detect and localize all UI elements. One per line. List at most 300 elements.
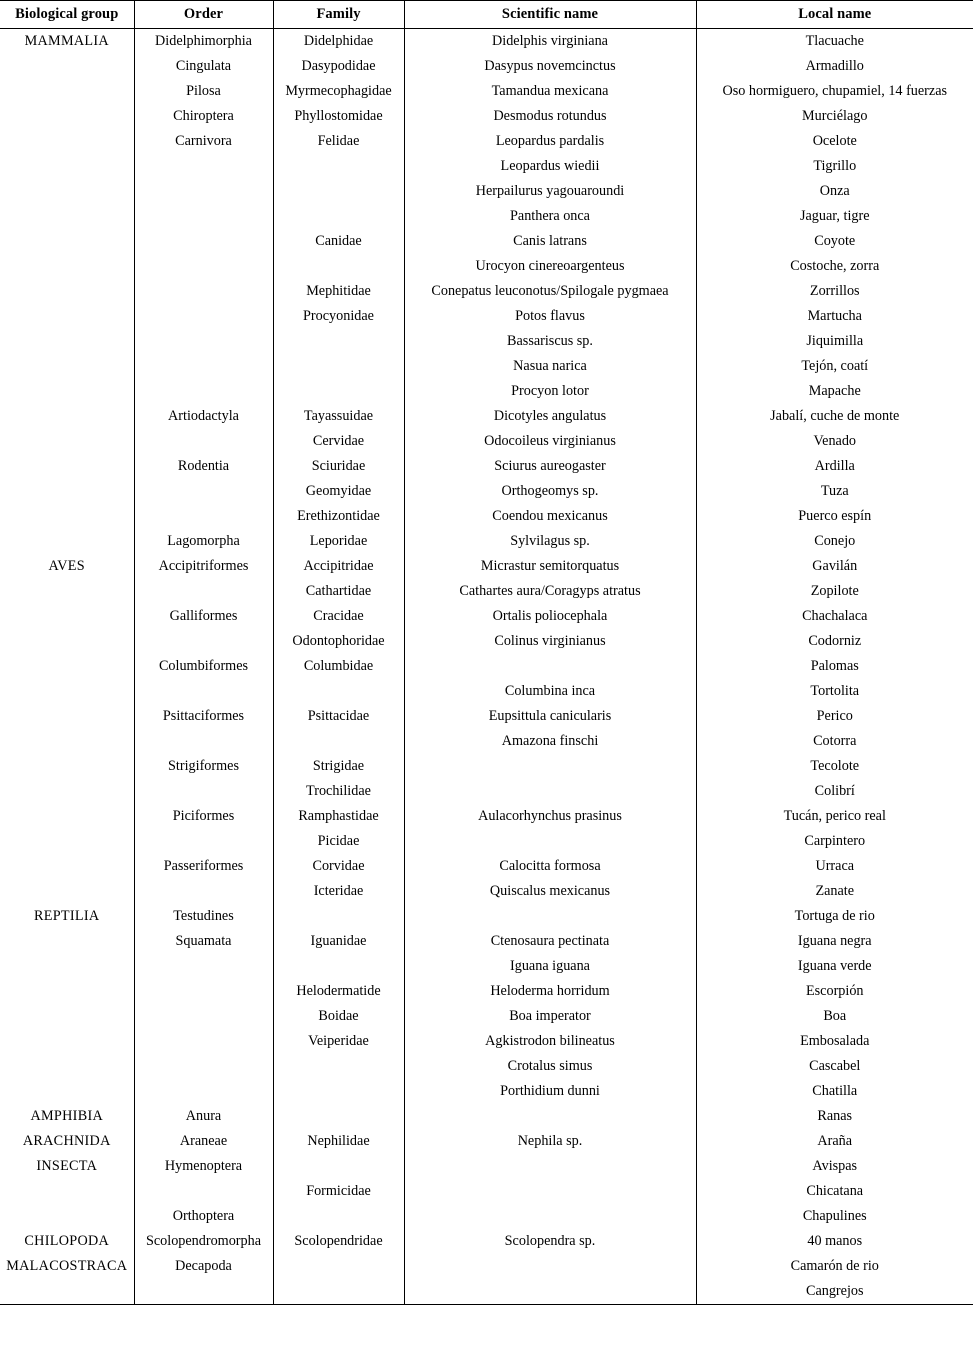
table-row [0, 754, 973, 779]
cell-family: Columbidae [273, 654, 404, 679]
cell-local_name: Jabalí, cuche de monte [696, 404, 973, 429]
cell-biological_group [0, 129, 134, 154]
cell-scientific_name: Micrastur semitorquatus [404, 554, 696, 579]
cell-order [134, 254, 273, 279]
cell-family [273, 1054, 404, 1079]
cell-order: Anura [134, 1104, 273, 1129]
cell-local_name: Coyote [696, 229, 973, 254]
table-row [0, 479, 973, 504]
cell-biological_group [0, 854, 134, 879]
cell-biological_group [0, 529, 134, 554]
cell-scientific_name: Iguana iguana [404, 954, 696, 979]
table-row [0, 54, 973, 79]
cell-scientific_name: Potos flavus [404, 304, 696, 329]
table-row [0, 554, 973, 579]
cell-family [273, 329, 404, 354]
cell-order [134, 979, 273, 1004]
cell-local_name: Armadillo [696, 54, 973, 79]
cell-local_name: Urraca [696, 854, 973, 879]
cell-family: Odontophoridae [273, 629, 404, 654]
cell-biological_group [0, 929, 134, 954]
cell-local_name: Codorniz [696, 629, 973, 654]
table-row [0, 329, 973, 354]
cell-biological_group [0, 454, 134, 479]
cell-scientific_name: Columbina inca [404, 679, 696, 704]
table-header [0, 1, 973, 29]
cell-family: Procyonidae [273, 304, 404, 329]
cell-biological_group [0, 679, 134, 704]
cell-biological_group [0, 729, 134, 754]
cell-local_name: Chapulines [696, 1204, 973, 1229]
cell-local_name: Tuza [696, 479, 973, 504]
cell-family: Tayassuidae [273, 404, 404, 429]
cell-family: Iguanidae [273, 929, 404, 954]
table-row [0, 729, 973, 754]
cell-biological_group [0, 829, 134, 854]
cell-family [273, 254, 404, 279]
cell-local_name: Tejón, coatí [696, 354, 973, 379]
cell-local_name: Camarón de rio [696, 1254, 973, 1279]
cell-scientific_name: Crotalus simus [404, 1054, 696, 1079]
table-row [0, 1004, 973, 1029]
cell-family: Mephitidae [273, 279, 404, 304]
cell-scientific_name [404, 1254, 696, 1279]
cell-order: Passeriformes [134, 854, 273, 879]
table-row [0, 1204, 973, 1229]
table-row [0, 804, 973, 829]
cell-family [273, 1104, 404, 1129]
cell-biological_group: AMPHIBIA [30, 1108, 104, 1124]
cell-family: Cathartidae [273, 579, 404, 604]
cell-family: Formicidae [273, 1179, 404, 1204]
cell-scientific_name: Bassariscus sp. [404, 329, 696, 354]
cell-biological_group: AVES [48, 558, 85, 574]
cell-biological_group [0, 1179, 134, 1204]
cell-order [134, 154, 273, 179]
table-row [0, 779, 973, 804]
cell-scientific_name: Tamandua mexicana [404, 79, 696, 104]
cell-order [134, 1279, 273, 1305]
cell-biological_group [0, 404, 134, 429]
cell-family: Nephilidae [273, 1129, 404, 1154]
cell-family: Trochilidae [273, 779, 404, 804]
table-row [0, 829, 973, 854]
cell-scientific_name: Sciurus aureogaster [404, 454, 696, 479]
cell-biological_group [0, 704, 134, 729]
table-row [0, 404, 973, 429]
column-header-biological-group: Biological group [0, 1, 134, 29]
cell-order [134, 354, 273, 379]
cell-scientific_name: Urocyon cinereoargenteus [404, 254, 696, 279]
cell-biological_group [0, 279, 134, 304]
cell-biological_group [0, 204, 134, 229]
cell-order: Decapoda [134, 1254, 273, 1279]
table-row [0, 354, 973, 379]
table-row [0, 29, 973, 55]
cell-family [273, 1154, 404, 1179]
cell-scientific_name: Leopardus pardalis [404, 129, 696, 154]
cell-local_name: Chatilla [696, 1079, 973, 1104]
table-row [0, 904, 973, 929]
column-header-scientific-name: Scientific name [404, 1, 696, 29]
cell-local_name: Jiquimilla [696, 329, 973, 354]
cell-local_name: Costoche, zorra [696, 254, 973, 279]
cell-family [273, 1204, 404, 1229]
cell-order: Pilosa [134, 79, 273, 104]
cell-local_name: Tigrillo [696, 154, 973, 179]
cell-biological_group: ARACHNIDA [22, 1133, 111, 1149]
table-row [0, 1104, 973, 1129]
table-row [0, 529, 973, 554]
cell-local_name: Martucha [696, 304, 973, 329]
cell-scientific_name: Nephila sp. [404, 1129, 696, 1154]
table-row [0, 679, 973, 704]
cell-order: Lagomorpha [134, 529, 273, 554]
table-row [0, 929, 973, 954]
table-row [0, 854, 973, 879]
cell-local_name: Gavilán [696, 554, 973, 579]
table-row [0, 629, 973, 654]
cell-local_name: Tecolote [696, 754, 973, 779]
cell-biological_group [0, 754, 134, 779]
cell-order [134, 1004, 273, 1029]
cell-local_name: Escorpión [696, 979, 973, 1004]
column-header-local-name: Local name [696, 1, 973, 29]
cell-local_name: Ardilla [696, 454, 973, 479]
cell-scientific_name [404, 904, 696, 929]
cell-local_name: Carpintero [696, 829, 973, 854]
cell-family: Leporidae [273, 529, 404, 554]
cell-family [273, 154, 404, 179]
cell-biological_group [0, 1204, 134, 1229]
cell-family [273, 679, 404, 704]
cell-biological_group [0, 354, 134, 379]
cell-biological_group [0, 604, 134, 629]
table-row [0, 704, 973, 729]
cell-scientific_name: Colinus virginianus [404, 629, 696, 654]
cell-order [134, 1079, 273, 1104]
cell-local_name: Avispas [696, 1154, 973, 1179]
table-row [0, 379, 973, 404]
column-header-family: Family [273, 1, 404, 29]
cell-family: Dasypodidae [273, 54, 404, 79]
column-header-order: Order [134, 1, 273, 29]
cell-family: Felidae [273, 129, 404, 154]
cell-scientific_name: Coendou mexicanus [404, 504, 696, 529]
cell-order: Testudines [134, 904, 273, 929]
cell-order: Squamata [134, 929, 273, 954]
table-row [0, 579, 973, 604]
cell-local_name: Jaguar, tigre [696, 204, 973, 229]
cell-order: Piciformes [134, 804, 273, 829]
cell-scientific_name: Eupsittula canicularis [404, 704, 696, 729]
table-row [0, 604, 973, 629]
cell-scientific_name: Desmodus rotundus [404, 104, 696, 129]
cell-scientific_name: Dicotyles angulatus [404, 404, 696, 429]
cell-scientific_name: Canis latrans [404, 229, 696, 254]
cell-scientific_name: Porthidium dunni [404, 1079, 696, 1104]
cell-biological_group [0, 379, 134, 404]
cell-biological_group [0, 479, 134, 504]
table-row [0, 1279, 973, 1305]
cell-order: Galliformes [134, 604, 273, 629]
cell-biological_group: CHILOPODA [24, 1233, 110, 1249]
cell-local_name: Murciélago [696, 104, 973, 129]
cell-family: Myrmecophagidae [273, 79, 404, 104]
cell-scientific_name: Orthogeomys sp. [404, 479, 696, 504]
cell-scientific_name [404, 829, 696, 854]
cell-scientific_name [404, 1204, 696, 1229]
cell-order [134, 304, 273, 329]
cell-local_name: Conejo [696, 529, 973, 554]
cell-order [134, 1029, 273, 1054]
cell-biological_group [0, 79, 134, 104]
table-row [0, 279, 973, 304]
cell-scientific_name [404, 1104, 696, 1129]
cell-family: Sciuridae [273, 454, 404, 479]
cell-order [134, 329, 273, 354]
table-body [0, 29, 973, 1305]
cell-order: Hymenoptera [134, 1154, 273, 1179]
cell-order [134, 504, 273, 529]
cell-family: Cervidae [273, 429, 404, 454]
table-row [0, 204, 973, 229]
table-header-row [0, 1, 973, 29]
table-row [0, 454, 973, 479]
cell-family [273, 729, 404, 754]
table-row [0, 879, 973, 904]
cell-order [134, 229, 273, 254]
cell-biological_group [0, 1029, 134, 1054]
cell-biological_group [0, 1279, 134, 1305]
cell-family: Scolopendridae [273, 1229, 404, 1254]
cell-family [273, 179, 404, 204]
cell-order [134, 579, 273, 604]
cell-scientific_name: Conepatus leuconotus/Spilogale pygmaea [404, 279, 696, 304]
cell-scientific_name [404, 1179, 696, 1204]
cell-order [134, 204, 273, 229]
cell-family: Didelphidae [273, 29, 404, 55]
cell-scientific_name [404, 754, 696, 779]
cell-scientific_name: Calocitta formosa [404, 854, 696, 879]
cell-order [134, 679, 273, 704]
cell-order: Carnivora [134, 129, 273, 154]
cell-local_name: Mapache [696, 379, 973, 404]
table-row [0, 79, 973, 104]
table-row [0, 954, 973, 979]
cell-biological_group [0, 329, 134, 354]
cell-order [134, 379, 273, 404]
cell-order: Rodentia [134, 454, 273, 479]
cell-family: Corvidae [273, 854, 404, 879]
cell-scientific_name [404, 779, 696, 804]
table-row [0, 154, 973, 179]
cell-family: Accipitridae [273, 554, 404, 579]
table-row [0, 1079, 973, 1104]
cell-order [134, 479, 273, 504]
cell-scientific_name: Nasua narica [404, 354, 696, 379]
cell-order [134, 954, 273, 979]
cell-family [273, 354, 404, 379]
cell-local_name: Ocelote [696, 129, 973, 154]
table-row [0, 979, 973, 1004]
cell-family: Phyllostomidae [273, 104, 404, 129]
cell-biological_group [0, 804, 134, 829]
cell-local_name: Perico [696, 704, 973, 729]
cell-scientific_name: Scolopendra sp. [404, 1229, 696, 1254]
cell-scientific_name: Ortalis poliocephala [404, 604, 696, 629]
cell-scientific_name: Panthera onca [404, 204, 696, 229]
cell-family [273, 1279, 404, 1305]
cell-local_name: Cotorra [696, 729, 973, 754]
cell-local_name: Tortuga de rio [696, 904, 973, 929]
cell-family [273, 379, 404, 404]
cell-biological_group [0, 629, 134, 654]
table-row [0, 1129, 973, 1154]
cell-local_name: Ranas [696, 1104, 973, 1129]
cell-biological_group: MALACOSTRACA [6, 1258, 128, 1274]
table-row [0, 304, 973, 329]
cell-biological_group [0, 504, 134, 529]
cell-order [134, 279, 273, 304]
cell-scientific_name: Heloderma horridum [404, 979, 696, 1004]
cell-local_name: Onza [696, 179, 973, 204]
cell-scientific_name: Boa imperator [404, 1004, 696, 1029]
cell-order: Psittaciformes [134, 704, 273, 729]
cell-order: Araneae [134, 1129, 273, 1154]
cell-order: Didelphimorphia [134, 29, 273, 55]
cell-scientific_name: Didelphis virginiana [404, 29, 696, 55]
cell-scientific_name: Odocoileus virginianus [404, 429, 696, 454]
table-row [0, 254, 973, 279]
cell-family: Psittacidae [273, 704, 404, 729]
table-row [0, 129, 973, 154]
cell-family: Erethizontidae [273, 504, 404, 529]
cell-scientific_name: Quiscalus mexicanus [404, 879, 696, 904]
cell-family: Icteridae [273, 879, 404, 904]
cell-family [273, 1079, 404, 1104]
cell-order [134, 1054, 273, 1079]
cell-biological_group [0, 229, 134, 254]
cell-local_name: Puerco espín [696, 504, 973, 529]
table-row [0, 1254, 973, 1279]
table-row [0, 104, 973, 129]
cell-biological_group [0, 1079, 134, 1104]
table-row [0, 504, 973, 529]
table-row [0, 1029, 973, 1054]
table-row [0, 1179, 973, 1204]
cell-local_name: Zorrillos [696, 279, 973, 304]
cell-family: Strigidae [273, 754, 404, 779]
cell-family: Helodermatide [273, 979, 404, 1004]
cell-scientific_name: Agkistrodon bilineatus [404, 1029, 696, 1054]
cell-scientific_name: Sylvilagus sp. [404, 529, 696, 554]
cell-local_name: Tucán, perico real [696, 804, 973, 829]
table-row [0, 229, 973, 254]
cell-order: Chiroptera [134, 104, 273, 129]
cell-family: Picidae [273, 829, 404, 854]
cell-local_name: Zopilote [696, 579, 973, 604]
cell-local_name: Embosalada [696, 1029, 973, 1054]
cell-order: Artiodactyla [134, 404, 273, 429]
cell-order: Orthoptera [134, 1204, 273, 1229]
table-row [0, 179, 973, 204]
cell-local_name: Tlacuache [696, 29, 973, 55]
cell-biological_group [0, 954, 134, 979]
cell-family: Veiperidae [273, 1029, 404, 1054]
cell-order: Accipitriformes [134, 554, 273, 579]
cell-biological_group [0, 579, 134, 604]
cell-local_name: 40 manos [696, 1229, 973, 1254]
cell-biological_group: INSECTA [36, 1158, 98, 1174]
cell-biological_group [0, 429, 134, 454]
cell-scientific_name: Dasypus novemcinctus [404, 54, 696, 79]
cell-scientific_name [404, 654, 696, 679]
cell-order [134, 729, 273, 754]
cell-scientific_name: Ctenosaura pectinata [404, 929, 696, 954]
cell-biological_group [0, 1054, 134, 1079]
cell-order [134, 879, 273, 904]
cell-biological_group [0, 979, 134, 1004]
cell-local_name: Venado [696, 429, 973, 454]
cell-family: Geomyidae [273, 479, 404, 504]
cell-biological_group [0, 179, 134, 204]
cell-order [134, 179, 273, 204]
cell-order [134, 779, 273, 804]
cell-local_name: Chachalaca [696, 604, 973, 629]
cell-scientific_name: Amazona finschi [404, 729, 696, 754]
cell-scientific_name [404, 1154, 696, 1179]
cell-local_name: Tortolita [696, 679, 973, 704]
table-row [0, 1054, 973, 1079]
cell-local_name: Chicatana [696, 1179, 973, 1204]
cell-family: Canidae [273, 229, 404, 254]
cell-order: Strigiformes [134, 754, 273, 779]
cell-family: Cracidae [273, 604, 404, 629]
cell-local_name: Palomas [696, 654, 973, 679]
table-row [0, 1154, 973, 1179]
table-row [0, 1229, 973, 1254]
cell-local_name: Iguana negra [696, 929, 973, 954]
cell-biological_group [0, 104, 134, 129]
cell-local_name: Colibrí [696, 779, 973, 804]
table-row [0, 429, 973, 454]
cell-scientific_name: Procyon lotor [404, 379, 696, 404]
cell-biological_group [0, 254, 134, 279]
cell-biological_group [0, 779, 134, 804]
cell-family [273, 954, 404, 979]
cell-local_name: Cascabel [696, 1054, 973, 1079]
cell-biological_group [0, 879, 134, 904]
cell-family [273, 904, 404, 929]
cell-family [273, 1254, 404, 1279]
cell-local_name: Cangrejos [696, 1279, 973, 1305]
cell-family [273, 204, 404, 229]
cell-local_name: Oso hormiguero, chupamiel, 14 fuerzas [696, 79, 973, 104]
cell-order [134, 429, 273, 454]
cell-order [134, 829, 273, 854]
cell-scientific_name [404, 1279, 696, 1305]
cell-biological_group [0, 1004, 134, 1029]
cell-biological_group: MAMMALIA [24, 33, 109, 49]
cell-local_name: Boa [696, 1004, 973, 1029]
cell-local_name: Araña [696, 1129, 973, 1154]
cell-biological_group [0, 304, 134, 329]
table-row [0, 654, 973, 679]
cell-biological_group [0, 154, 134, 179]
cell-order: Cingulata [134, 54, 273, 79]
cell-family: Boidae [273, 1004, 404, 1029]
